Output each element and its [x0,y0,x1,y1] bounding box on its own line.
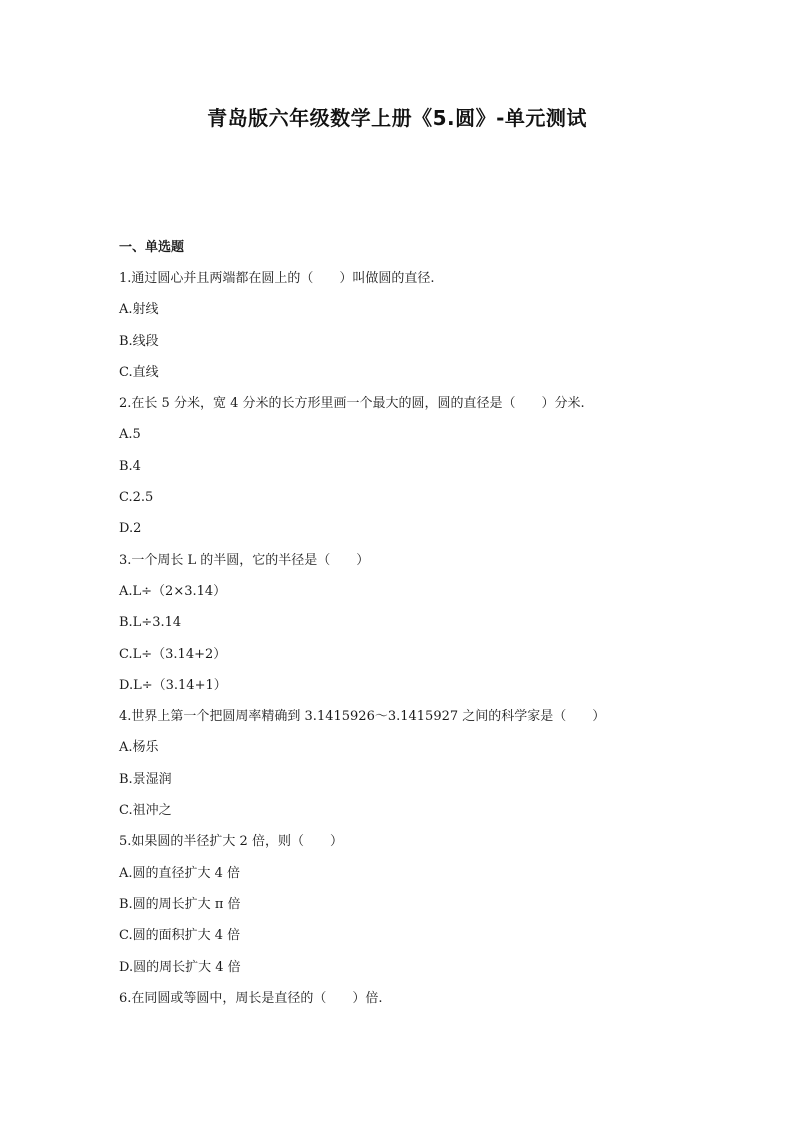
question-5-option-a: A.圆的直径扩大 4 倍 [119,865,241,881]
question-2-option-b: B.4 [119,458,141,474]
question-2: 2.在长 5 分米，宽 4 分米的长方形里画一个最大的圆，圆的直径是（ ）分米. [119,396,585,412]
question-4-option-c: C.祖冲之 [119,803,172,819]
question-1-option-a: A.射线 [119,302,159,318]
question-1-option-c: C.直线 [119,364,159,380]
question-3-option-a: A.L÷（2×3.14） [119,583,227,599]
question-2-option-d: D.2 [119,521,142,537]
question-2-option-c: C.2.5 [119,490,154,506]
question-6: 6.在同圆或等圆中，周长是直径的（ ）倍. [119,990,383,1006]
question-2-option-a: A.5 [119,427,141,443]
question-1: 1.通过圆心并且两端都在圆上的（ ）叫做圆的直径. [119,271,435,286]
question-4: 4.世界上第一个把圆周率精确到 3.1415926～3.1415927 之间的科学家是（ ） [119,709,606,725]
page-title: 青岛版六年级数学上册《5.圆》-单元测试 [207,106,587,130]
question-5-option-b: B.圆的周长扩大 π 倍 [119,896,241,912]
section-heading: 一、单选题 [119,240,185,255]
question-3-option-b: B.L÷3.14 [119,615,182,631]
question-list [119,237,719,1019]
question-5-option-d: D.圆的周长扩大 4 倍 [119,959,241,975]
question-3: 3.一个周长 L 的半圆，它的半径是（ ） [119,552,370,568]
question-4-option-a: A.杨乐 [119,740,159,756]
question-5: 5.如果圆的半径扩大 2 倍，则（ ） [119,834,343,850]
question-1-option-b: B.线段 [119,333,159,349]
question-3-option-d: D.L÷（3.14+1） [119,677,227,693]
question-3-option-c: C.L÷（3.14+2） [119,646,227,662]
question-5-option-c: C.圆的面积扩大 4 倍 [119,928,241,944]
question-4-option-b: B.景湿润 [119,771,172,787]
